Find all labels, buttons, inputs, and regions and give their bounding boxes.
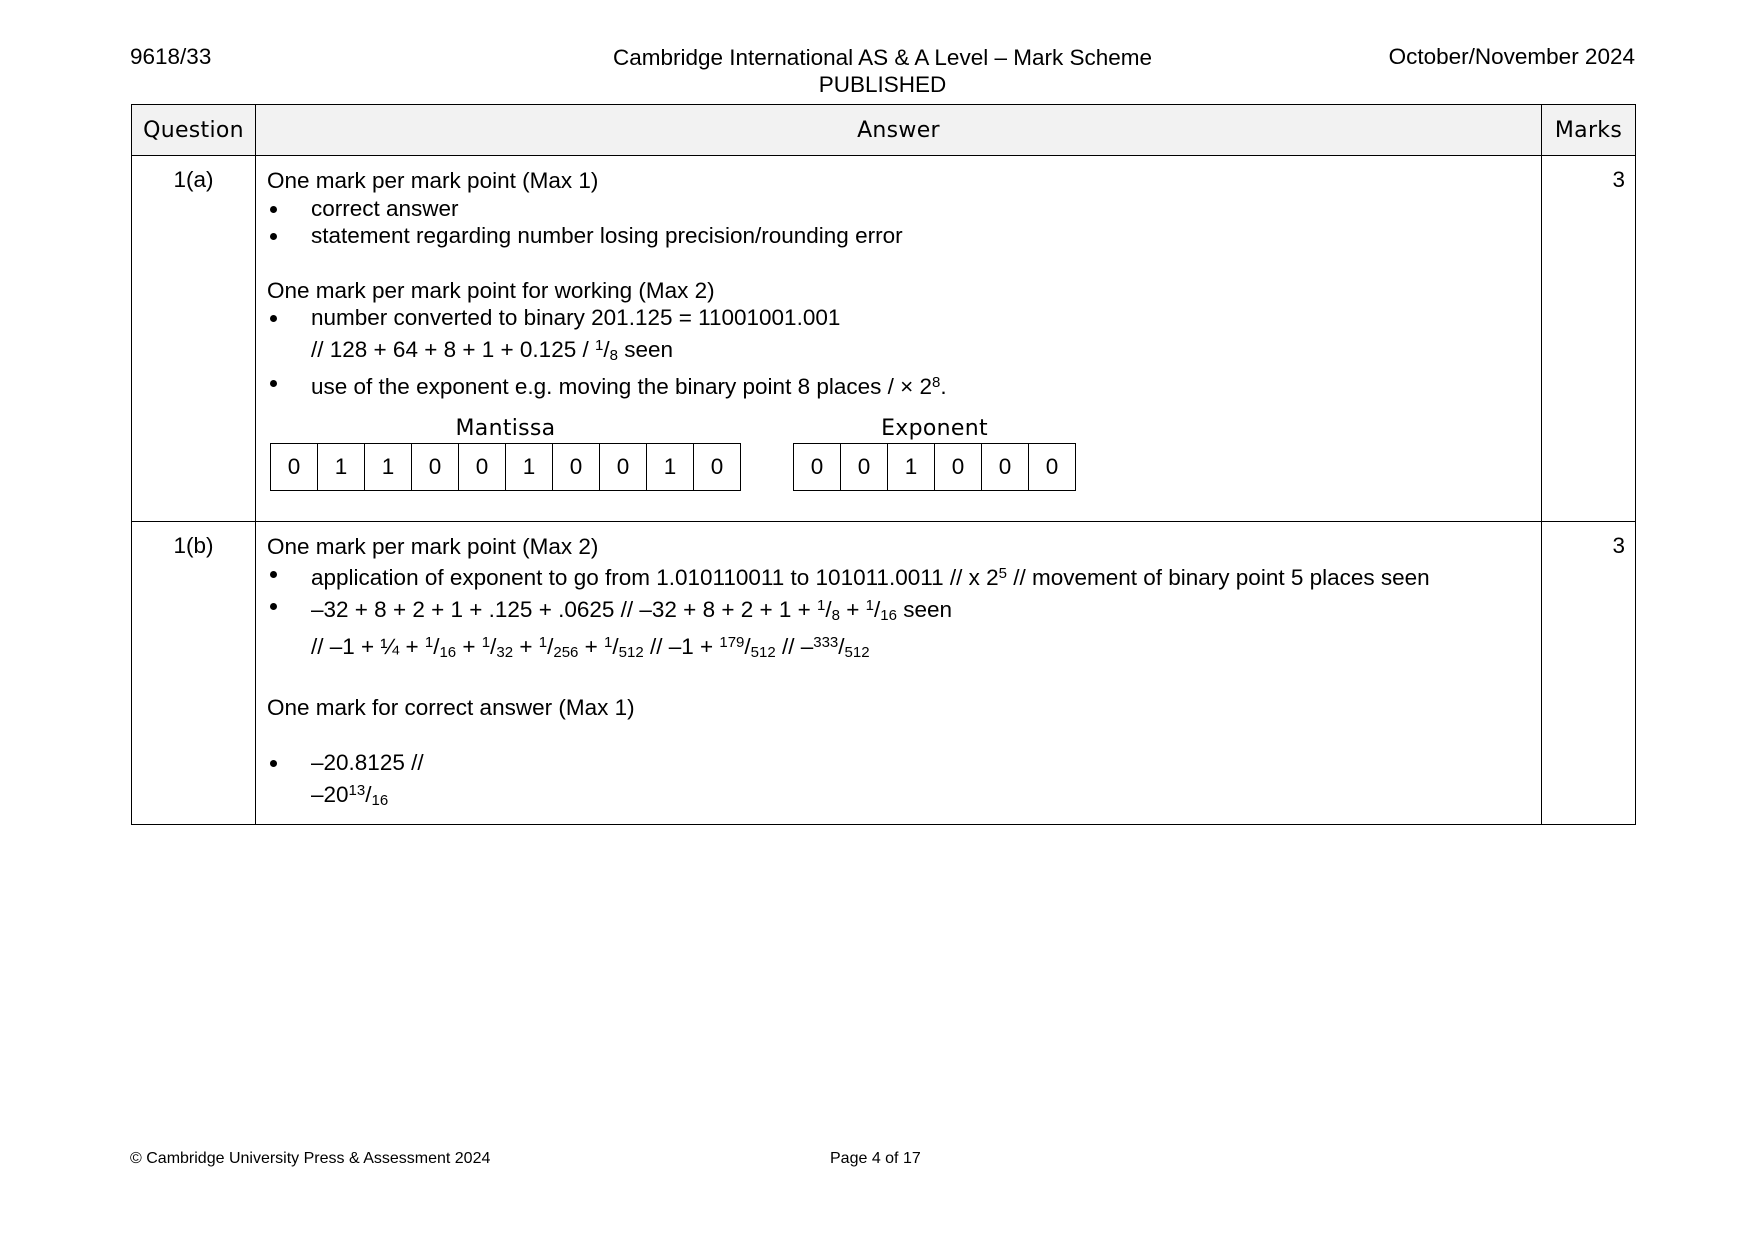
bit-cell: 0 (412, 443, 459, 490)
bit-cell: 0 (600, 443, 647, 490)
bit-cell: 0 (271, 443, 318, 490)
page-header (130, 44, 1635, 100)
answer-point-list (267, 749, 1531, 814)
answer-point: –20.8125 // $-20^{13}/_{16}$ (267, 749, 1531, 814)
marks-value: 3 (1542, 156, 1636, 522)
column-header-answer: Answer (256, 105, 1542, 156)
mark-point-line: $-32 + 8 + 2 + 1 + .125 + .0625 // -32 + 8 + 2 + 1 + ^1/_8 + ^1/_{16}$ seen (311, 596, 952, 624)
answer-cell (256, 156, 1542, 522)
bit-cell: 0 (794, 443, 841, 490)
mark-point-heading: One mark per mark point (Max 2) (267, 533, 599, 559)
exponent-label: Exponent (881, 415, 988, 441)
question-label: 1(a) (132, 156, 256, 522)
syllabus-code: 9618/33 (130, 44, 212, 69)
exam-session: October/November 2024 (1388, 44, 1635, 69)
table-header-row (132, 105, 1636, 156)
bit-cell: 1 (647, 443, 694, 490)
bit-cell: 1 (506, 443, 553, 490)
bit-cell: 1 (365, 443, 412, 490)
marks-value: 3 (1542, 521, 1636, 825)
question-row-1b (132, 521, 1636, 825)
mark-point-heading: One mark per mark point (Max 1) (267, 168, 599, 193)
working-continuation: // $128 + 64 + 8 + 1 + 0.125 / ^1/_8$ seen (311, 336, 673, 364)
answer-cell (256, 521, 1542, 825)
mark-point (267, 592, 1531, 667)
exponent-bits (793, 443, 1076, 491)
document-title: Cambridge International AS & A Level – Mark Scheme (612, 45, 1153, 70)
answer-continuation: $-20^{13}/_{16}$ (311, 781, 389, 809)
mark-point: statement regarding number losing precision/rounding error (267, 222, 1531, 250)
copyright-notice: © Cambridge University Press & Assessment 2024 (130, 1150, 491, 1167)
bit-cell: 0 (1029, 443, 1076, 490)
bit-cell: 0 (982, 443, 1029, 490)
page-number: Page 4 of 17 (830, 1150, 921, 1167)
mark-point: application of exponent to go from 1.010110011 to 101011.0011 // x $2^5$ // movement of binary point 5 places seen (267, 560, 1531, 592)
mantissa-bits (270, 443, 741, 491)
mark-point-list (267, 560, 1531, 667)
mantissa-label: Mantissa (455, 415, 556, 441)
mark-point: correct answer (267, 195, 1531, 223)
bit-cell: 0 (694, 443, 741, 490)
column-header-question: Question (132, 105, 256, 156)
mark-scheme-table (131, 104, 1636, 825)
bit-cell: 1 (888, 443, 935, 490)
working-point-list (267, 304, 1531, 401)
bit-cell: 0 (841, 443, 888, 490)
bit-cell: 1 (318, 443, 365, 490)
document-status: PUBLISHED (818, 72, 947, 97)
mark-point-line: // –1 + ¼ + $^1/_{16} + ^1/_{32} + ^1/_{256} + ^1/_{512} // -1 + ^{179}/_{512} // -^{333}/_{512}$ (311, 634, 870, 661)
mantissa-register (270, 417, 741, 491)
mark-point-list (267, 195, 1531, 250)
working-heading: One mark per mark point for working (Max 2) (267, 277, 715, 303)
working-point: use of the exponent e.g. moving the binary point 8 places / × $2^8$. (267, 369, 1531, 401)
exponent-register (793, 417, 1076, 491)
question-label: 1(b) (132, 521, 256, 825)
question-row-1a (132, 156, 1636, 522)
bit-cell: 0 (935, 443, 982, 490)
bit-cell: 0 (459, 443, 506, 490)
answer-heading: One mark for correct answer (Max 1) (267, 694, 635, 720)
floating-point-registers (267, 417, 1531, 509)
column-header-marks: Marks (1542, 105, 1636, 156)
bit-cell: 0 (553, 443, 600, 490)
working-point: number converted to binary 201.125 = 11001001.001 // $128 + 64 + 8 + 1 + 0.125 / ^1/_8$ seen (267, 304, 1531, 369)
